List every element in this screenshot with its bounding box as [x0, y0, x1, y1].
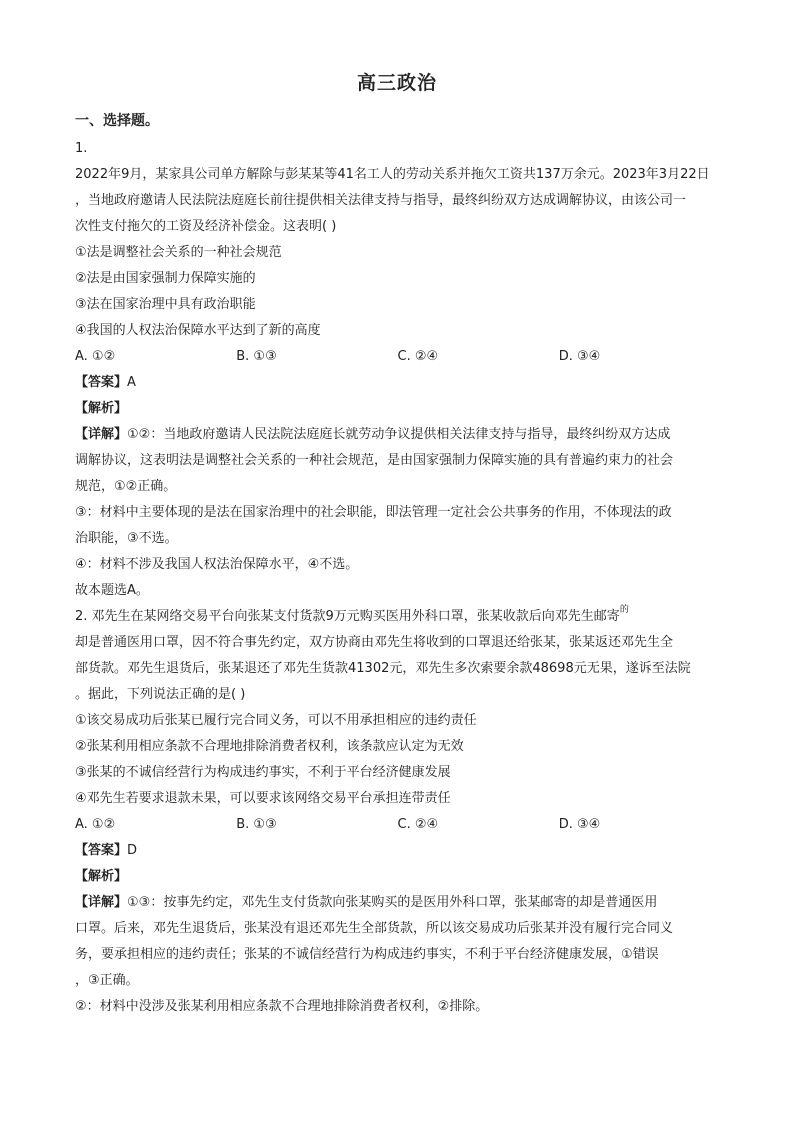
option-b: B. ①③ [236, 349, 277, 364]
answer-options [75, 344, 720, 370]
statement: ④我国的人权法治保障水平达到了新的高度 [75, 323, 321, 338]
question-stem-line: 2022年9月，某家具公司单方解除与彭某某等41名工人的劳动关系并拖欠工资共137万余元。2023年3月22日 [75, 167, 710, 182]
question-stem-text: 2. 邓先生在某网络交易平台向张某支付货款9万元购买医用外科口罩，张某收款后向邓先生邮寄 [75, 609, 620, 624]
detail-line: ④：材料不涉及我国人权法治保障水平，④不选。 [75, 557, 359, 572]
detail-line: ②：材料中没涉及张某利用相应条款不合理地排除消费者权利，②排除。 [75, 999, 489, 1014]
detail-line: ，③正确。 [75, 973, 139, 988]
answer-label: 【答案】 [75, 375, 128, 390]
detail-line: ③：材料中主要体现的是法在国家治理中的社会职能，即法管理一定社会公共事务的作用，不体现法的政 [75, 505, 672, 520]
detail-line: 口罩。后来，邓先生退货后，张某没有退还邓先生全部货款，所以该交易成功后张某并没有履行完合同义 [75, 921, 674, 936]
question-stem-line: 。据此，下列说法正确的是( ) [75, 687, 246, 702]
option-a: A. ①② [75, 817, 116, 832]
detail-line: 规范，①②正确。 [75, 479, 177, 494]
statement: ④邓先生若要求退款未果，可以要求该网络交易平台承担连带责任 [75, 791, 451, 806]
question-stem-line: 部货款。邓先生退货后，张某退还了邓先生货款41302元，邓先生多次索要余款48698元无果，遂诉至法院 [75, 661, 691, 676]
question-number: 1. [75, 141, 88, 156]
detail-line: 故本题选A。 [75, 583, 149, 598]
detail-line [75, 422, 720, 448]
option-a: A. ①② [75, 349, 116, 364]
answer-line [75, 838, 720, 864]
detail-label: 【详解】 [75, 427, 128, 442]
statement: ①法是调整社会关系的一种社会规范 [75, 245, 282, 260]
statement: ③张某的不诚信经营行为构成违约事实，不利于平台经济健康发展 [75, 765, 451, 780]
detail-line: 治职能，③不选。 [75, 531, 178, 546]
answer-value: A [127, 375, 136, 390]
statement: ②法是由国家强制力保障实施的 [75, 271, 256, 286]
statement: ②张某利用相应条款不合理地排除消费者权利，该条款应认定为无效 [75, 739, 464, 754]
answer-label: 【答案】 [75, 843, 128, 858]
section-heading: 一、选择题。 [75, 113, 159, 129]
option-d: D. ③④ [558, 817, 601, 832]
option-c: C. ②④ [397, 349, 439, 364]
detail-text: ①②：当地政府邀请人民法院法庭庭长就劳动争议提供相关法律支持与指导，最终纠纷双方达成 [127, 427, 671, 442]
question-stem-line [75, 604, 720, 630]
detail-line: 调解协议，这表明法是调整社会关系的一种社会规范，是由国家强制力保障实施的具有普遍约束力的社会 [75, 453, 674, 468]
option-b: B. ①③ [236, 817, 277, 832]
analysis-label: 【解析】 [75, 401, 128, 416]
statement: ①该交易成功后张某已履行完合同义务，可以不用承担相应的违约责任 [75, 713, 477, 728]
detail-line [75, 890, 720, 916]
analysis-label: 【解析】 [75, 869, 128, 884]
page-title: 高三政治 [356, 72, 437, 94]
question-stem-line: 次性支付拖欠的工资及经济补偿金。这表明( ) [75, 219, 337, 234]
answer-value: D [127, 843, 138, 858]
option-c: C. ②④ [397, 817, 439, 832]
detail-line: 务，要承担相应的违约责任；张某的不诚信经营行为构成违约事实，不利于平台经济健康发展，①错误 [75, 947, 659, 962]
question-stem-line: 却是普通医用口罩，因不符合事先约定，双方协商由邓先生将收到的口罩退还给张某，张某返还邓先生全 [75, 635, 674, 650]
statement: ③法在国家治理中具有政治职能 [75, 297, 256, 312]
document-body [75, 136, 720, 1020]
answer-line [75, 370, 720, 396]
detail-text: ①③：按事先约定，邓先生支付货款向张某购买的是医用外科口罩，张某邮寄的却是普通医用 [127, 895, 658, 910]
answer-options [75, 812, 720, 838]
option-d: D. ③④ [558, 349, 601, 364]
question-stem-line: ，当地政府邀请人民法院法庭庭长前往提供相关法律支持与指导，最终纠纷双方达成调解协议，由该公司一 [75, 193, 687, 208]
detail-label: 【详解】 [75, 895, 128, 910]
question-stem-tail: 的 [619, 605, 629, 615]
